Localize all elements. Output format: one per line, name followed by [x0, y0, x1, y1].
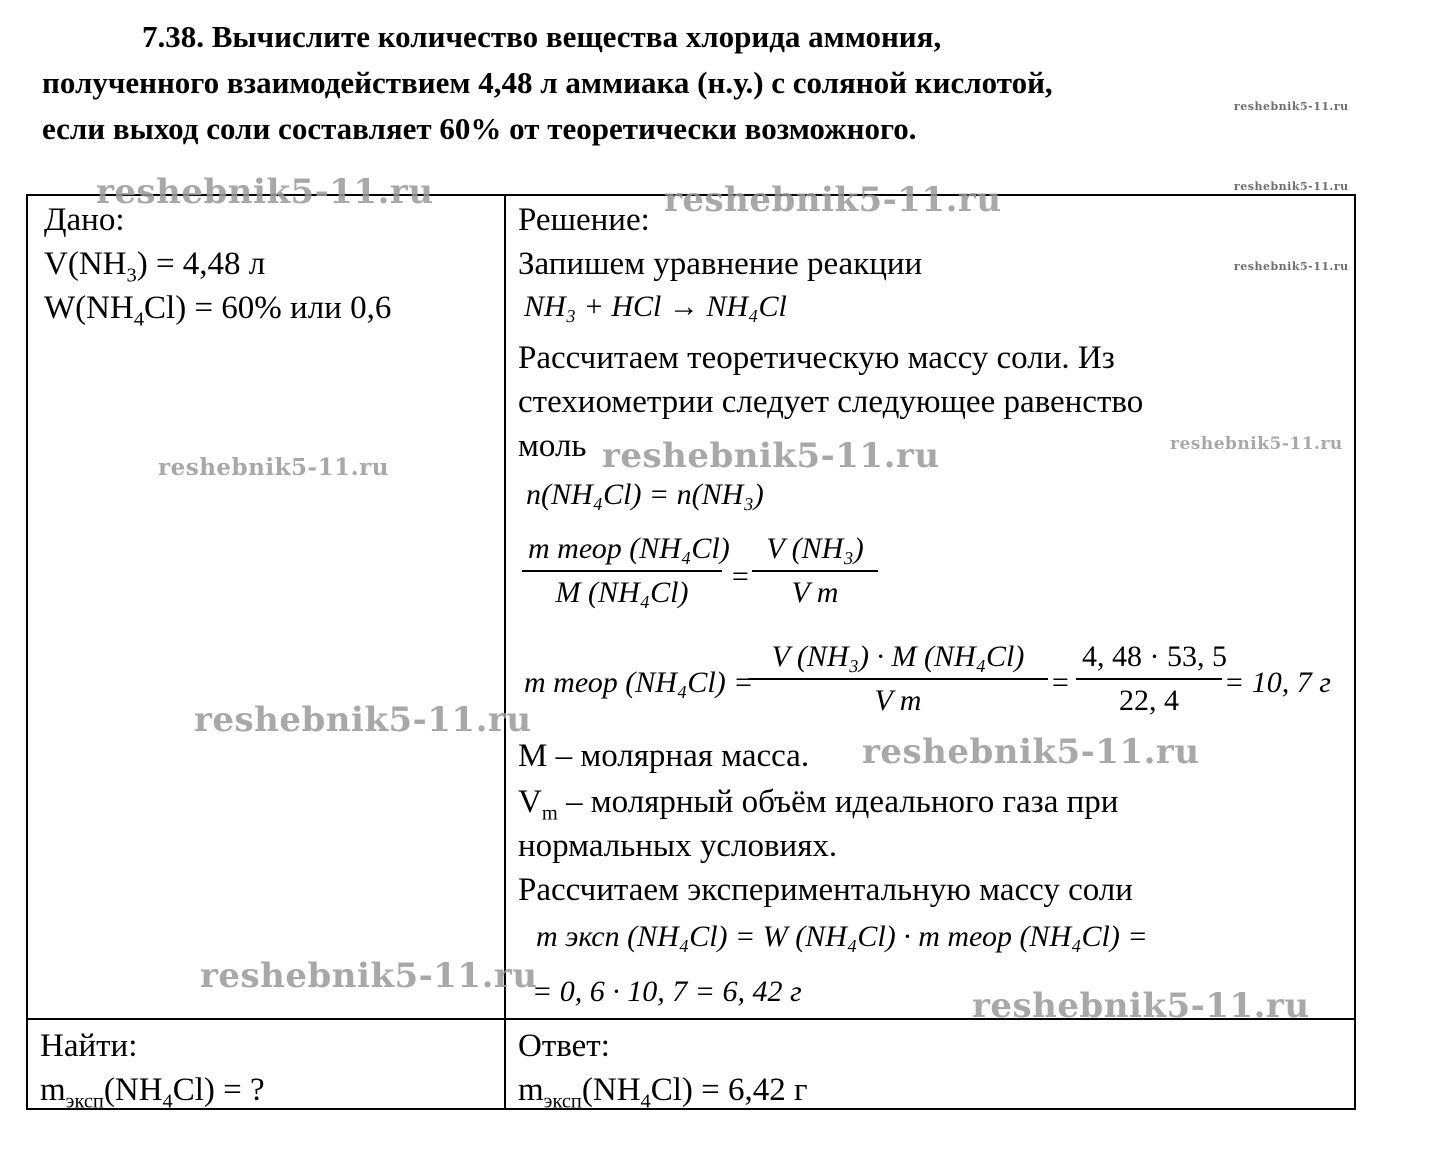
watermark: reshebnik5-11.ru: [664, 180, 1002, 220]
mteor-fraction: [748, 640, 1048, 718]
mteor-numeric-denominator: 22, 4: [1119, 684, 1179, 717]
watermark: reshebnik5-11.ru: [194, 700, 532, 740]
given-header: Дано:: [44, 202, 125, 238]
ratio-right-fraction: [752, 532, 878, 610]
ratio-equals: =: [730, 560, 751, 593]
watermark: reshebnik5-11.ru: [1234, 260, 1349, 273]
watermark: reshebnik5-11.ru: [1234, 180, 1349, 193]
watermark: reshebnik5-11.ru: [862, 732, 1200, 772]
solution-header: Решение:: [518, 202, 650, 238]
answer-value: $m_{эксп}(NH_4Cl) = 6,42$ г: [518, 1072, 808, 1113]
ratio-right-denominator: V m: [791, 576, 839, 609]
reaction-equation: NH₃ + HCl → NH₄Cl: [524, 290, 787, 323]
mteor-lhs: m теор (NH₄Cl) =: [524, 666, 754, 699]
solution-step2c: моль: [518, 428, 587, 464]
moles-equation: n(NH₄Cl) = n(NH₃): [526, 478, 764, 511]
solution-step2b: стехиометрии следует следующее равенство: [518, 384, 1144, 420]
definition-molar-volume: $V_m$ – молярный объём идеального газа при: [518, 784, 1119, 825]
solution-step2a: Рассчитаем теоретическую массу соли. Из: [518, 340, 1115, 376]
problem-line-2: полученного взаимодействием 4,48 л аммиака (н.у.) с соляной кислотой,: [42, 65, 1053, 100]
given-volume: $V(NH_3) = 4,48$ л: [44, 246, 266, 287]
find-header: Найти:: [40, 1028, 138, 1064]
watermark: reshebnik5-11.ru: [1234, 100, 1349, 113]
watermark: reshebnik5-11.ru: [200, 956, 538, 996]
watermark: reshebnik5-11.ru: [1170, 434, 1343, 454]
definition-molar-mass: M – молярная масса.: [518, 738, 810, 774]
ratio-left-numerator: m теор (NH₄Cl): [522, 532, 722, 572]
mteor-result: = 10, 7 г: [1224, 666, 1331, 699]
mexp-equation-line2: = 0, 6 · 10, 7 = 6, 42 г: [532, 975, 802, 1008]
solution-step1: Запишем уравнение реакции: [518, 246, 923, 282]
problem-line-3: если выход соли составляет 60% от теоретически возможного.: [42, 111, 917, 146]
watermark: reshebnik5-11.ru: [96, 172, 434, 212]
definition-normal-conditions: нормальных условиях.: [518, 828, 838, 864]
answer-header: Ответ:: [518, 1028, 610, 1064]
watermark: reshebnik5-11.ru: [602, 436, 940, 476]
solution-step3: Рассчитаем экспериментальную массу соли: [518, 872, 1133, 908]
mteor-numeric-numerator: 4, 48 · 53, 5: [1076, 640, 1222, 680]
mteor-numerator: V (NH₃) · M (NH₄Cl): [748, 640, 1048, 680]
mteor-denominator: V m: [874, 684, 922, 717]
ratio-left-fraction: [522, 532, 730, 610]
problem-statement: [42, 14, 1342, 152]
watermark: reshebnik5-11.ru: [158, 454, 389, 481]
mteor-numeric-fraction: [1076, 640, 1227, 718]
problem-line-1: 7.38. Вычислите количество вещества хлорида аммония,: [142, 19, 942, 54]
ratio-right-numerator: V (NH₃): [752, 532, 878, 572]
given-yield: $W(NH_4Cl) = 60\%$ или 0,6: [44, 290, 392, 331]
mteor-equals: =: [1050, 666, 1071, 699]
ratio-left-denominator: M (NH₄Cl): [555, 576, 689, 609]
watermark: reshebnik5-11.ru: [972, 986, 1310, 1026]
find-target: $m_{эксп}(NH_4Cl)$ = ?: [40, 1072, 265, 1113]
mexp-equation-line1: m эксп (NH₄Cl) = W (NH₄Cl) · m теор (NH₄Cl) =: [536, 920, 1148, 953]
